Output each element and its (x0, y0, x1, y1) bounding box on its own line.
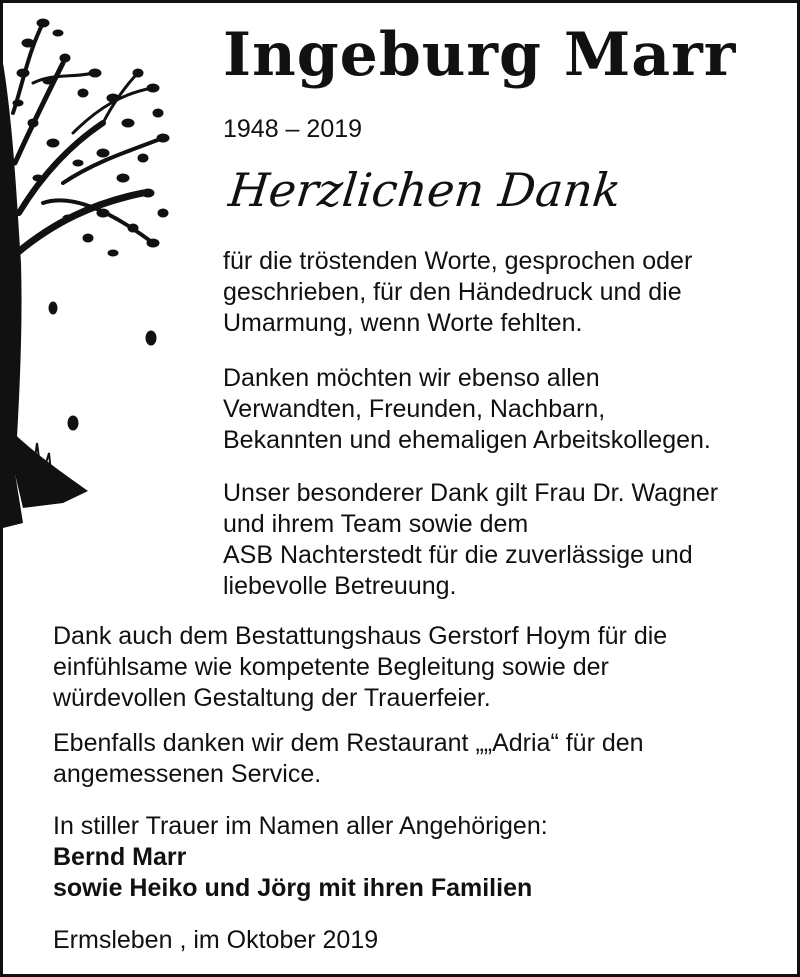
text-line: ASB Nachterstedt für die zuverlässige und (223, 541, 693, 569)
thanks-heading: Herzlichen Dank (226, 163, 624, 217)
text-line: Unser besonderer Dank gilt Frau Dr. Wagner (223, 479, 719, 507)
text-line: Verwandten, Freunden, Nachbarn, (223, 395, 606, 423)
paragraph-relatives (223, 363, 711, 456)
tree-silhouette-icon (3, 3, 183, 528)
text-line: Danken möchten wir ebenso allen (223, 364, 600, 392)
deceased-name: Ingeburg Marr (223, 20, 737, 90)
signer-primary: Bernd Marr (53, 843, 187, 871)
text-line: Umarmung, wenn Worte fehlten. (223, 309, 583, 337)
life-years: 1948 – 2019 (223, 115, 363, 143)
text-line: Ebenfalls danken wir dem Restaurant „„Adria“ für den (53, 729, 644, 757)
text-line: Bekannten und ehemaligen Arbeitskollegen. (223, 426, 711, 454)
text-line: für die tröstenden Worte, gesprochen oder (223, 247, 693, 275)
text-line: Dank auch dem Bestattungshaus Gerstorf Hoym für die (53, 622, 668, 650)
text-line: liebevolle Betreuung. (223, 572, 457, 600)
text-line: angemessenen Service. (53, 760, 322, 788)
text-line: geschrieben, für den Händedruck und die (223, 278, 682, 306)
signer-family: sowie Heiko und Jörg mit ihren Familien (53, 874, 533, 902)
paragraph-comfort (223, 246, 692, 339)
text-line: würdevollen Gestaltung der Trauerfeier. (53, 684, 491, 712)
paragraph-care (223, 478, 718, 602)
signature-block (53, 811, 548, 904)
paragraph-restaurant (53, 728, 644, 790)
text-line: einfühlsame wie kompetente Begleitung sowie der (53, 653, 609, 681)
paragraph-funeral-home (53, 621, 667, 714)
place-date (53, 925, 378, 956)
text-line: und ihrem Team sowie dem (223, 510, 529, 538)
place-date-text: Ermsleben , im Oktober 2019 (53, 926, 379, 954)
mourning-line: In stiller Trauer im Namen aller Angehörigen: (53, 812, 548, 840)
